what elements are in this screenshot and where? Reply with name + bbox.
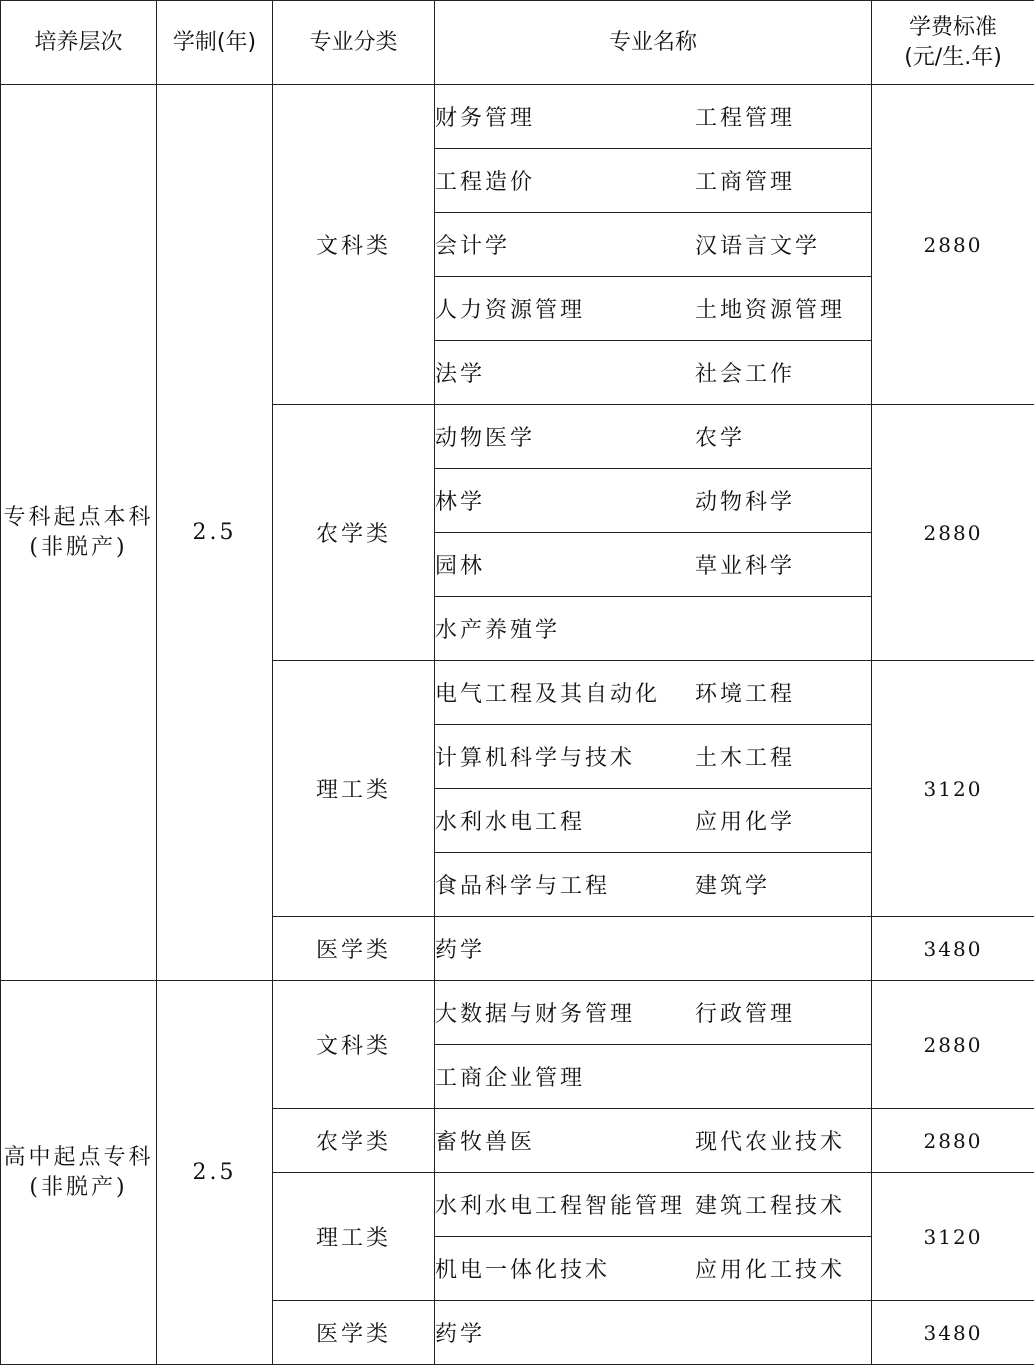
table-row xyxy=(1,85,1034,149)
category-cell: 医学类 xyxy=(273,1301,435,1365)
major-cell xyxy=(435,1173,872,1237)
major-cell xyxy=(435,341,872,405)
major-name: 水利水电工程 xyxy=(435,810,586,835)
major-name: 工程管理 xyxy=(695,106,796,131)
major-name: 建筑工程技术 xyxy=(695,1194,846,1219)
major-cell xyxy=(435,533,872,597)
major-cell xyxy=(435,1301,872,1365)
major-name: 工商管理 xyxy=(695,170,796,195)
major-name: 工程造价 xyxy=(435,170,536,195)
major-name: 动物医学 xyxy=(435,426,536,451)
major-name: 应用化工技术 xyxy=(695,1258,846,1283)
major-cell xyxy=(435,597,872,661)
major-name: 现代农业技术 xyxy=(695,1130,846,1155)
major-name: 人力资源管理 xyxy=(435,298,586,323)
header-fee xyxy=(872,1,1034,85)
major-cell xyxy=(435,1237,872,1301)
major-name: 大数据与财务管理 xyxy=(435,1002,636,1027)
category-cell: 农学类 xyxy=(273,405,435,661)
header-row xyxy=(1,1,1034,85)
major-cell xyxy=(435,853,872,917)
major-name: 土木工程 xyxy=(695,746,796,771)
major-cell xyxy=(435,149,872,213)
fee-cell: 3480 xyxy=(872,1301,1034,1365)
fee-cell: 3120 xyxy=(872,1173,1034,1301)
major-name: 法学 xyxy=(435,362,486,387)
major-name: 水产养殖学 xyxy=(435,618,561,643)
major-name: 电气工程及其自动化 xyxy=(435,682,661,707)
category-cell: 理工类 xyxy=(273,661,435,917)
category-cell: 理工类 xyxy=(273,1173,435,1301)
major-cell xyxy=(435,1045,872,1109)
level-mode: (非脱产) xyxy=(29,1174,128,1200)
header-major: 专业名称 xyxy=(435,1,872,85)
header-fee-line1: 学费标准 xyxy=(908,14,997,40)
major-cell xyxy=(435,213,872,277)
major-cell xyxy=(435,661,872,725)
major-name: 食品科学与工程 xyxy=(435,874,611,899)
fee-cell: 3480 xyxy=(872,917,1034,981)
major-name: 药学 xyxy=(435,938,486,963)
fee-cell: 2880 xyxy=(872,405,1034,661)
category-cell: 农学类 xyxy=(273,1109,435,1173)
major-cell xyxy=(435,917,872,981)
major-name: 会计学 xyxy=(435,234,511,259)
major-cell xyxy=(435,85,872,149)
category-cell: 文科类 xyxy=(273,981,435,1109)
level-mode: (非脱产) xyxy=(29,534,128,560)
major-name: 计算机科学与技术 xyxy=(435,746,636,771)
major-name: 畜牧兽医 xyxy=(435,1130,536,1155)
header-duration: 学制(年) xyxy=(157,1,273,85)
major-cell xyxy=(435,725,872,789)
major-cell xyxy=(435,469,872,533)
level-name: 高中起点专科 xyxy=(3,1144,154,1170)
major-name: 汉语言文学 xyxy=(695,234,821,259)
major-name: 动物科学 xyxy=(695,490,796,515)
table-row xyxy=(1,981,1034,1045)
table-body xyxy=(1,85,1034,1365)
duration-cell: 2.5 xyxy=(157,85,273,981)
duration-cell: 2.5 xyxy=(157,981,273,1365)
major-cell xyxy=(435,405,872,469)
major-cell xyxy=(435,277,872,341)
major-name: 建筑学 xyxy=(695,874,771,899)
major-name: 农学 xyxy=(695,426,746,451)
fee-cell: 3120 xyxy=(872,661,1034,917)
major-cell xyxy=(435,981,872,1045)
major-cell xyxy=(435,789,872,853)
category-cell: 医学类 xyxy=(273,917,435,981)
major-name: 工商企业管理 xyxy=(435,1066,586,1091)
major-name: 药学 xyxy=(435,1322,486,1347)
level-cell xyxy=(1,981,157,1365)
level-name: 专科起点本科 xyxy=(3,504,154,530)
header-level: 培养层次 xyxy=(1,1,157,85)
major-name: 社会工作 xyxy=(695,362,796,387)
major-name: 土地资源管理 xyxy=(695,298,846,323)
major-cell xyxy=(435,1109,872,1173)
fee-cell: 2880 xyxy=(872,1109,1034,1173)
major-name: 行政管理 xyxy=(695,1002,796,1027)
fee-cell: 2880 xyxy=(872,85,1034,405)
header-category: 专业分类 xyxy=(273,1,435,85)
major-name: 林学 xyxy=(435,490,486,515)
fee-cell: 2880 xyxy=(872,981,1034,1109)
major-name: 应用化学 xyxy=(695,810,796,835)
major-name: 财务管理 xyxy=(435,106,536,131)
major-name: 园林 xyxy=(435,554,486,579)
major-name: 水利水电工程智能管理 xyxy=(435,1194,686,1219)
level-cell xyxy=(1,85,157,981)
major-name: 机电一体化技术 xyxy=(435,1258,611,1283)
category-cell: 文科类 xyxy=(273,85,435,405)
header-fee-line2: (元/生.年) xyxy=(904,44,1002,70)
major-name: 环境工程 xyxy=(695,682,796,707)
major-name: 草业科学 xyxy=(695,554,796,579)
